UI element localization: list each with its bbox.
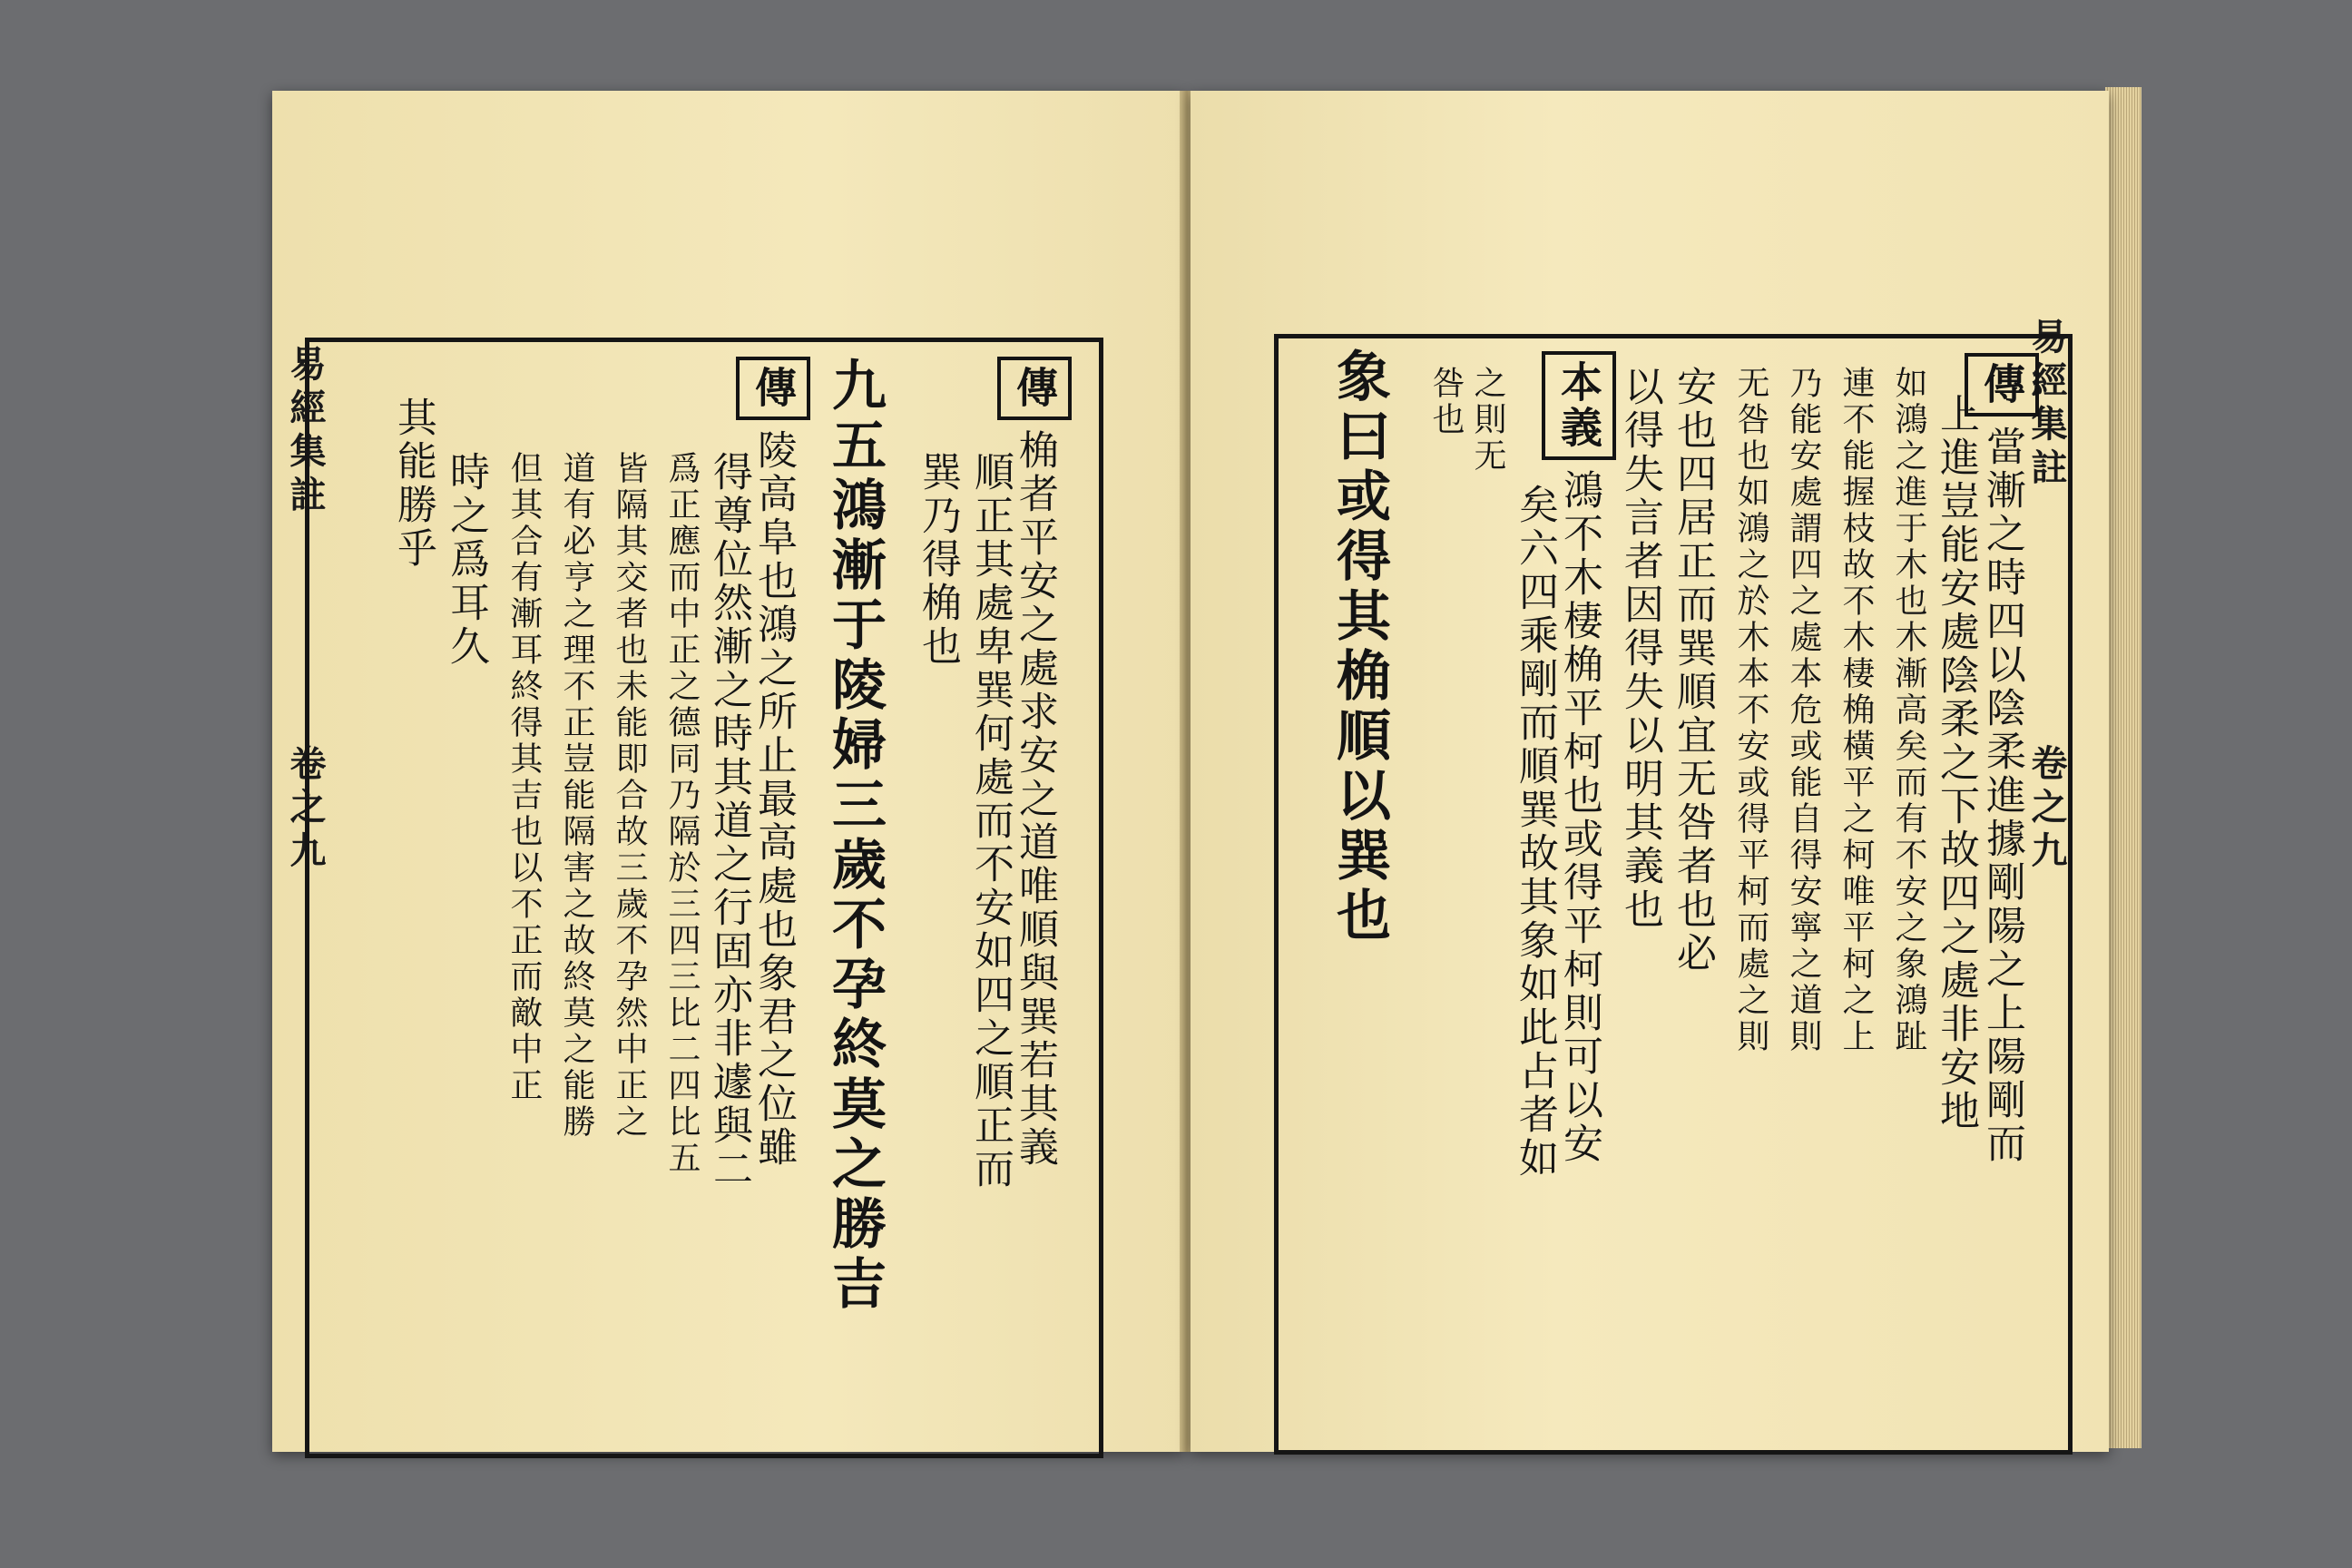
text-column: 道有必亨之理不正豈能隔害之故終莫之能勝 — [558, 451, 595, 1141]
left-margin-title: 易經集註 — [284, 345, 327, 519]
right-margin-volume: 卷之九 — [2025, 744, 2068, 875]
text-column: 得尊位然漸之時其道之行固亦非遽與二 — [706, 451, 752, 1191]
text-column: 乃能安處謂四之處本危或能自得安寧之道則 — [1785, 366, 1822, 1055]
hexagram-line-heading: 九五鴻漸于陵婦三歲不孕終莫之勝吉 — [823, 357, 887, 1315]
left-page — [272, 91, 1184, 1452]
text-column: 之則无 — [1469, 366, 1506, 475]
text-column: 安也四居正而巽順宜无咎者也必 — [1670, 366, 1716, 975]
left-margin-volume: 卷之九 — [284, 744, 327, 875]
right-page — [1191, 91, 2109, 1452]
open-book — [272, 78, 2141, 1466]
text-column: 巽乃得桷也 — [915, 451, 961, 669]
original-meaning-badge: 本義 — [1542, 351, 1616, 460]
text-column: 其能勝乎 — [390, 397, 436, 571]
right-margin-title: 易經集註 — [2025, 318, 2068, 492]
text-column: 順正其處卑巽何處而不安如四之順正而 — [967, 451, 1014, 1191]
commentary-badge: 傳 — [997, 357, 1072, 420]
text-column: 如鴻之進于木也木漸高矣而有不安之象鴻趾 — [1890, 366, 1927, 1055]
text-column: 上進豈能安處陰柔之下故四之處非安地 — [1933, 393, 1979, 1133]
commentary-badge: 傳 — [736, 357, 810, 420]
text-column: 傳桷者平安之處求安之道唯順與巽若其義 — [997, 357, 1072, 1170]
text-column: 矣六四乘剛而順巽故其象如此占者如 — [1512, 484, 1558, 1181]
left-text-frame — [305, 338, 1103, 1458]
text-column: 咎也 — [1427, 366, 1465, 438]
image-commentary-heading: 象曰或得其桷順以巽也 — [1328, 348, 1391, 946]
text-column: 无咎也如鴻之於木本不安或得平柯而處之則 — [1732, 366, 1769, 1055]
text-column: 連不能握枝故不木棲桷橫平之柯唯平柯之上 — [1838, 366, 1875, 1055]
page-edges — [2105, 87, 2141, 1448]
text-column: 以得失言者因得失以明其義也 — [1617, 366, 1663, 932]
text-column: 爲正應而中正之德同乃隔於三四三比二四比五 — [663, 451, 701, 1177]
text-column: 但其合有漸耳終得其吉也以不正而敵中正 — [505, 451, 543, 1104]
text-column: 傳陵高阜也鴻之所止最高處也象君之位雖 — [736, 357, 810, 1170]
text-column: 皆隔其交者也未能即合故三歲不孕然中正之 — [611, 451, 648, 1141]
text-column: 時之爲耳久 — [443, 451, 489, 669]
commentary-badge: 傳 — [1965, 353, 2039, 416]
text-column: 傳當漸之時四以陰柔進據剛陽之上陽剛而 — [1965, 353, 2039, 1166]
right-text-frame — [1274, 334, 2073, 1455]
text-column: 本義鴻不木棲桷平柯也或得平柯則可以安 — [1542, 351, 1616, 1166]
